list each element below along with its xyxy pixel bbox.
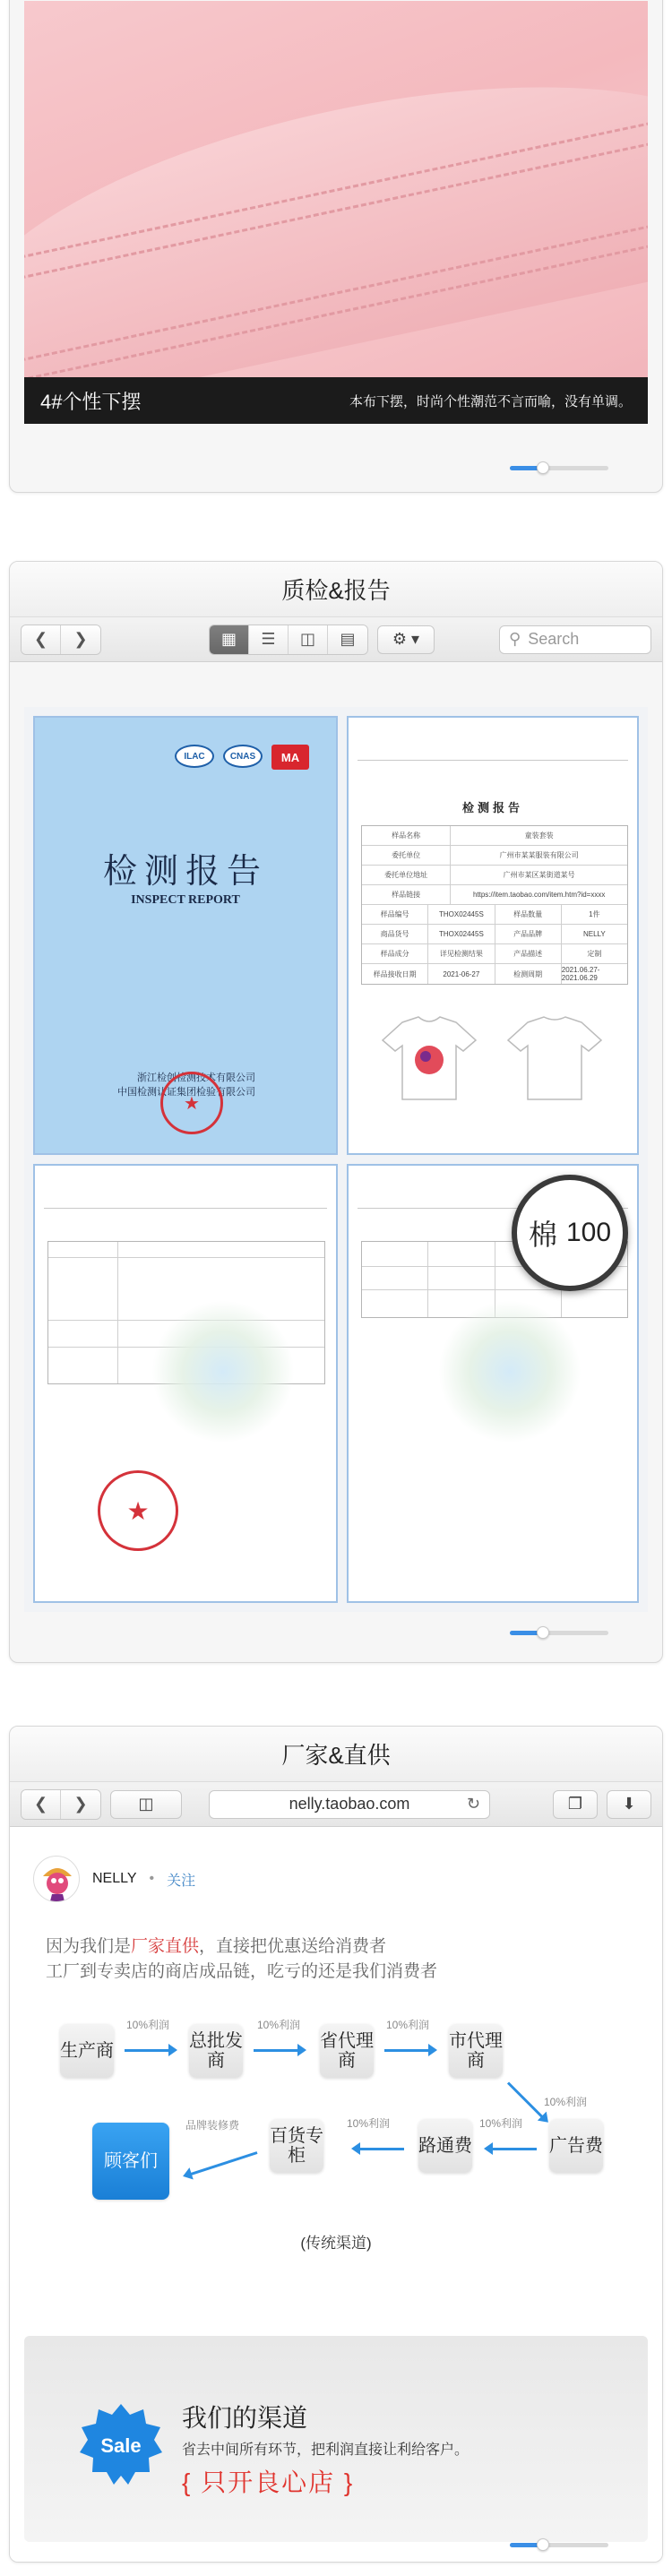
flow-arrow-left-icon [185,2151,258,2177]
url-text: nelly.taobao.com [289,1795,410,1813]
our-channel-slogan: { 只开良心店 } [182,2468,355,2496]
table-row [362,944,627,964]
intro-text-part: ，直接把优惠送给消费者 [199,1937,387,1956]
flow-customer: 顾客们 [92,2123,169,2200]
gear-icon[interactable]: ⚙ ▾ [377,625,435,654]
caption-bar [24,377,648,424]
table-row [362,866,627,885]
ma-logo-icon: MA [271,745,309,770]
flow-markup-label: 10%利润 [544,2096,588,2108]
store-header [33,1856,195,1902]
caption-title: 4#个性下摆 [40,390,142,413]
sidebar-toggle-icon[interactable]: ◫ [110,1790,182,1819]
search-placeholder: Search [528,630,580,648]
flow-markup-label: 10%利润 [386,2019,430,2031]
report-table [361,825,628,985]
address-bar[interactable] [209,1790,490,1819]
table-cell: THOX02445S [428,925,495,943]
flow-channel: 路通费 [418,2119,472,2173]
table-row [48,1242,324,1258]
red-seal-icon: ★ [98,1470,178,1551]
hem-detail-card [9,0,663,493]
tabs-icon[interactable]: ❐ [553,1790,598,1819]
table-row [362,846,627,866]
report-page-info[interactable] [347,716,639,1155]
table-cell: 委托单位地址 [362,866,451,884]
mascot-icon [34,1857,80,1902]
gallery-view-icon[interactable]: ▤ [328,625,367,654]
red-seal-icon: ★ [160,1072,223,1134]
table-cell: 检测周期 [495,964,562,984]
fabric-fold [24,27,648,377]
scroll-knob[interactable] [537,1626,549,1639]
table-cell: 样品链接 [362,885,451,904]
report-gallery [24,707,648,1612]
flow-department: 百货专柜 [270,2119,323,2173]
forward-arrow-icon[interactable]: ❯ [61,625,100,654]
factory-direct-card [9,1726,663,2563]
flow-markup-label: 10%利润 [347,2117,391,2130]
watermark-logo [438,1300,582,1443]
org-line: 浙江检创检测技术有限公司 [137,1073,255,1083]
tshirt-front-icon [375,1013,483,1103]
report-page-results[interactable] [33,1164,338,1603]
horizontal-scrollbar[interactable] [10,2529,662,2560]
scroll-knob[interactable] [537,2538,549,2551]
table-cell: 产品描述 [495,944,562,963]
magnifier-value: 100 [565,1218,612,1247]
report-cover[interactable] [33,716,338,1155]
back-arrow-icon[interactable]: ❮ [22,625,61,654]
intro-text-part: 因为我们是 [46,1937,132,1956]
table-cell: 2021.06.27-2021.06.29 [561,966,600,982]
our-channel-title: 我们的渠道 [182,2404,308,2432]
table-cell [562,1290,627,1317]
table-row [362,905,627,925]
finder-toolbar [10,617,662,662]
store-avatar[interactable] [33,1856,80,1902]
cover-subtitle: INSPECT REPORT [131,893,240,907]
column-view-icon[interactable]: ◫ [289,625,328,654]
cnas-logo-icon: CNAS [223,745,263,768]
doc-header [358,725,628,761]
cert-logos [175,745,309,770]
report-title: 检测报告 [461,801,523,814]
grid-view-icon[interactable]: ▦ [210,625,249,654]
flow-arrow-right-icon [254,2049,304,2052]
table-cell [428,1267,495,1289]
table-cell: https://item.taobao.com/item.htm?id=xxxx [472,891,606,899]
table-cell: 定制 [587,950,602,958]
traditional-channel-caption: (传统渠道) [300,2235,372,2252]
ilac-logo-icon: ILAC [175,745,214,768]
intro-line: 工厂到专卖店的商店成品链，吃亏的还是我们消费者 [46,1962,438,1981]
scroll-track[interactable] [510,466,608,470]
flow-provincial: 省代理商 [320,2024,374,2078]
forward-arrow-icon[interactable]: ❯ [61,1790,100,1819]
intro-text [46,1934,437,1985]
nav-buttons [21,1789,101,1820]
table-cell: 产品品牌 [495,925,562,943]
follow-link[interactable]: 关注 [167,1873,196,1889]
separator-dot: • [149,1871,155,1886]
list-view-icon[interactable]: ☰ [249,625,289,654]
table-cell: 样品接收日期 [362,964,428,984]
table-cell: 童装套装 [524,831,554,840]
card-title: 质检&报告 [10,562,662,617]
doc-header [44,1173,327,1209]
caption-description: 本布下摆，时尚个性潮范不言而喻，没有单调。 [349,393,632,409]
table-cell [48,1258,118,1320]
magnifier-zoom [512,1175,628,1291]
table-cell: NELLY [582,930,606,938]
table-cell [362,1290,428,1317]
table-cell [48,1348,118,1383]
watermark-logo [151,1300,295,1443]
table-cell: 样品成分 [362,944,428,963]
search-input[interactable] [499,625,651,654]
flow-producer: 生产商 [60,2024,114,2078]
table-cell: 样品数量 [495,905,562,924]
flow-advertising: 广告费 [549,2119,603,2173]
card-title: 厂家&直供 [10,1727,662,1782]
table-cell: 详见检测结果 [428,944,495,963]
table-cell [48,1242,118,1257]
flow-arrow-left-icon [487,2148,537,2150]
nav-buttons [21,625,101,655]
table-cell: 委托单位 [362,846,451,865]
store-name: NELLY [92,1871,137,1886]
flow-markup-label: 10%利润 [479,2117,523,2130]
table-cell: 广州市某某服装有限公司 [499,851,579,859]
table-cell: 1件 [589,910,600,918]
table-cell [118,1242,324,1257]
tshirt-back-icon [501,1013,608,1103]
inspection-report-card [9,561,663,1663]
flow-arrow-right-icon [125,2049,175,2052]
table-cell: 广州市某区某街道某号 [503,871,575,879]
flow-markup-label: 品牌装修费 [185,2119,240,2132]
flow-markup-label: 10%利润 [257,2019,301,2031]
pink-fabric-photo [24,1,648,377]
sale-badge-icon [78,2402,164,2488]
horizontal-scrollbar[interactable] [10,452,662,483]
view-mode-group [209,625,368,655]
flow-arrow-left-icon [354,2148,404,2150]
org-line: 中国检测认证集团检验有限公司 [117,1087,255,1098]
table-cell [362,1242,428,1266]
browser-toolbar [10,1782,662,1827]
table-cell [428,1242,495,1266]
table-row [362,885,627,905]
scroll-track[interactable] [510,1631,608,1635]
intro-highlight: 厂家直供 [131,1937,200,1956]
flow-wholesaler: 总批发商 [189,2024,243,2078]
table-cell: 2021-06-27 [428,964,495,984]
table-cell: 样品名称 [362,826,451,845]
store-content [10,1827,662,2562]
search-icon: ⚲ [509,630,521,648]
table-cell [362,1267,428,1289]
reload-icon[interactable]: ↻ [466,1795,480,1813]
table-row [362,826,627,846]
sale-badge-text: Sale [100,2434,142,2457]
flow-markup-label: 10%利润 [126,2019,170,2031]
our-channel-panel [24,2336,648,2542]
horizontal-scrollbar[interactable] [10,1617,662,1648]
cover-title: 检测报告 [102,851,268,891]
table-cell [48,1321,118,1347]
table-cell: THOX02445S [428,905,495,924]
table-cell: 样品编号 [362,905,428,924]
table-row [362,964,627,984]
flow-arrow-right-icon [384,2049,435,2052]
table-cell: 商品货号 [362,925,428,943]
table-row [362,925,627,944]
magnifier-label: 棉 [528,1218,557,1252]
our-channel-subtitle: 省去中间所有环节，把利润直接让利给客户。 [182,2442,470,2458]
download-icon[interactable]: ⬇ [607,1790,651,1819]
intro-line [46,1934,437,1960]
flow-city: 市代理商 [449,2024,503,2078]
scroll-track[interactable] [510,2543,608,2547]
back-arrow-icon[interactable]: ❮ [22,1790,61,1819]
scroll-knob[interactable] [537,461,549,474]
